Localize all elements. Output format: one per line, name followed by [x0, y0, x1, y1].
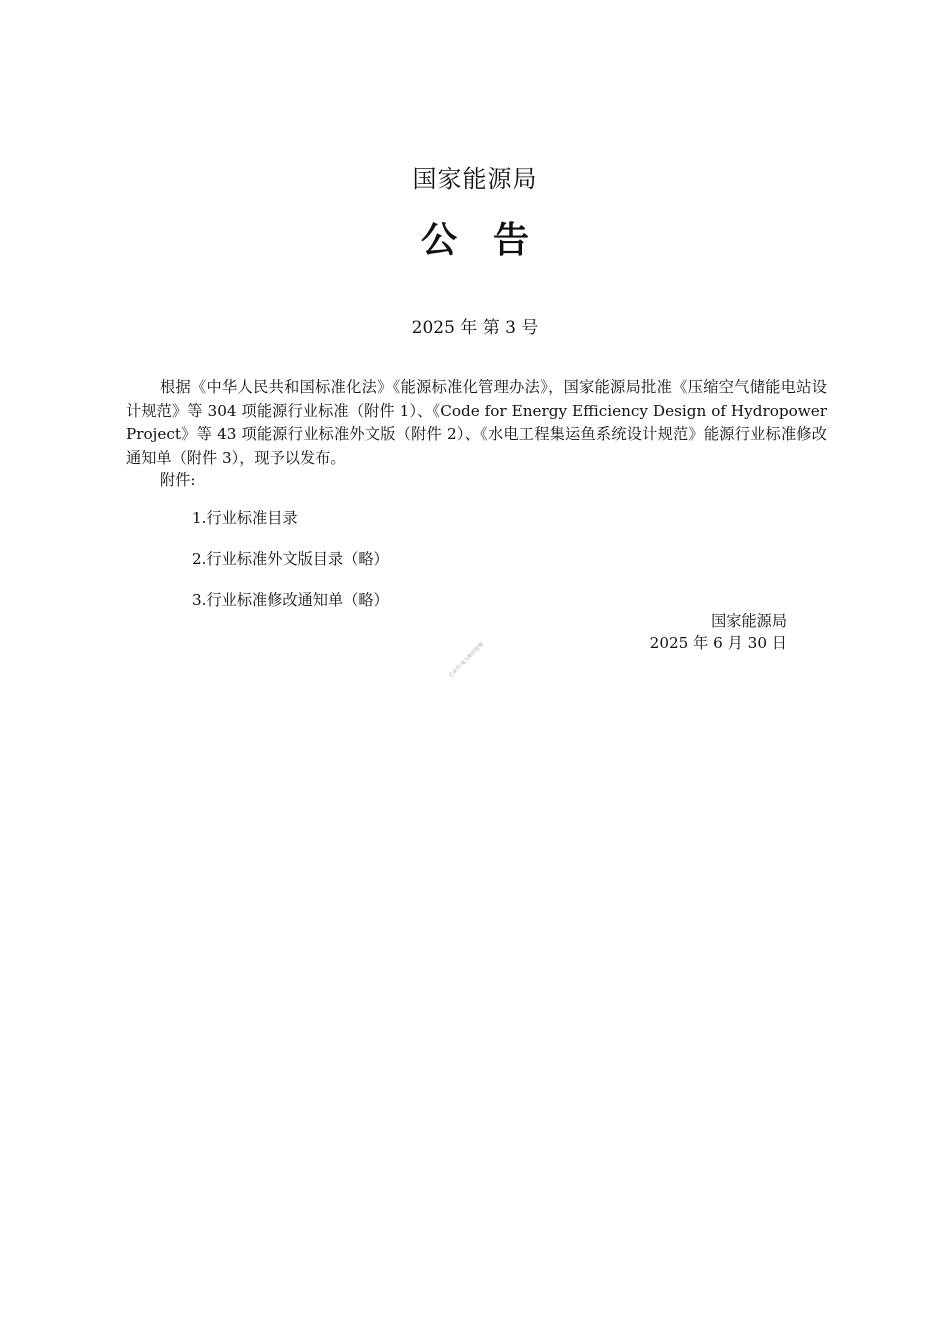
attachments-label: 附件:: [160, 471, 196, 489]
signature-date: 2025 年 6 月 30 日: [649, 634, 787, 652]
watermark-text: 公众号:电力知识管理: [447, 641, 485, 679]
attachment-item-3: 3.行业标准修改通知单（略）: [192, 591, 389, 609]
signature-organization: 国家能源局: [711, 612, 787, 630]
issuer-title: 国家能源局: [412, 165, 538, 193]
attachment-item-2: 2.行业标准外文版目录（略）: [192, 550, 389, 568]
notice-title: 公 告: [420, 220, 529, 261]
announcement-body: 根据《中华人民共和国标准化法》《能源标准化管理办法》，国家能源局批准《压缩空气储能电站设计规范》等 304 项能源行业标准（附件 1）、《Code for Energy Efficiency Design of Hydropower Project》等 43 项能源行业标准外文版（附件 2）、《水电工程集运鱼系统设计规范》能源行业标准修改通知单（附件 3），现予以发布。: [126, 378, 827, 467]
notice-number: 2025 年 第 3 号: [411, 318, 539, 338]
attachment-item-1: 1.行业标准目录: [192, 509, 298, 527]
